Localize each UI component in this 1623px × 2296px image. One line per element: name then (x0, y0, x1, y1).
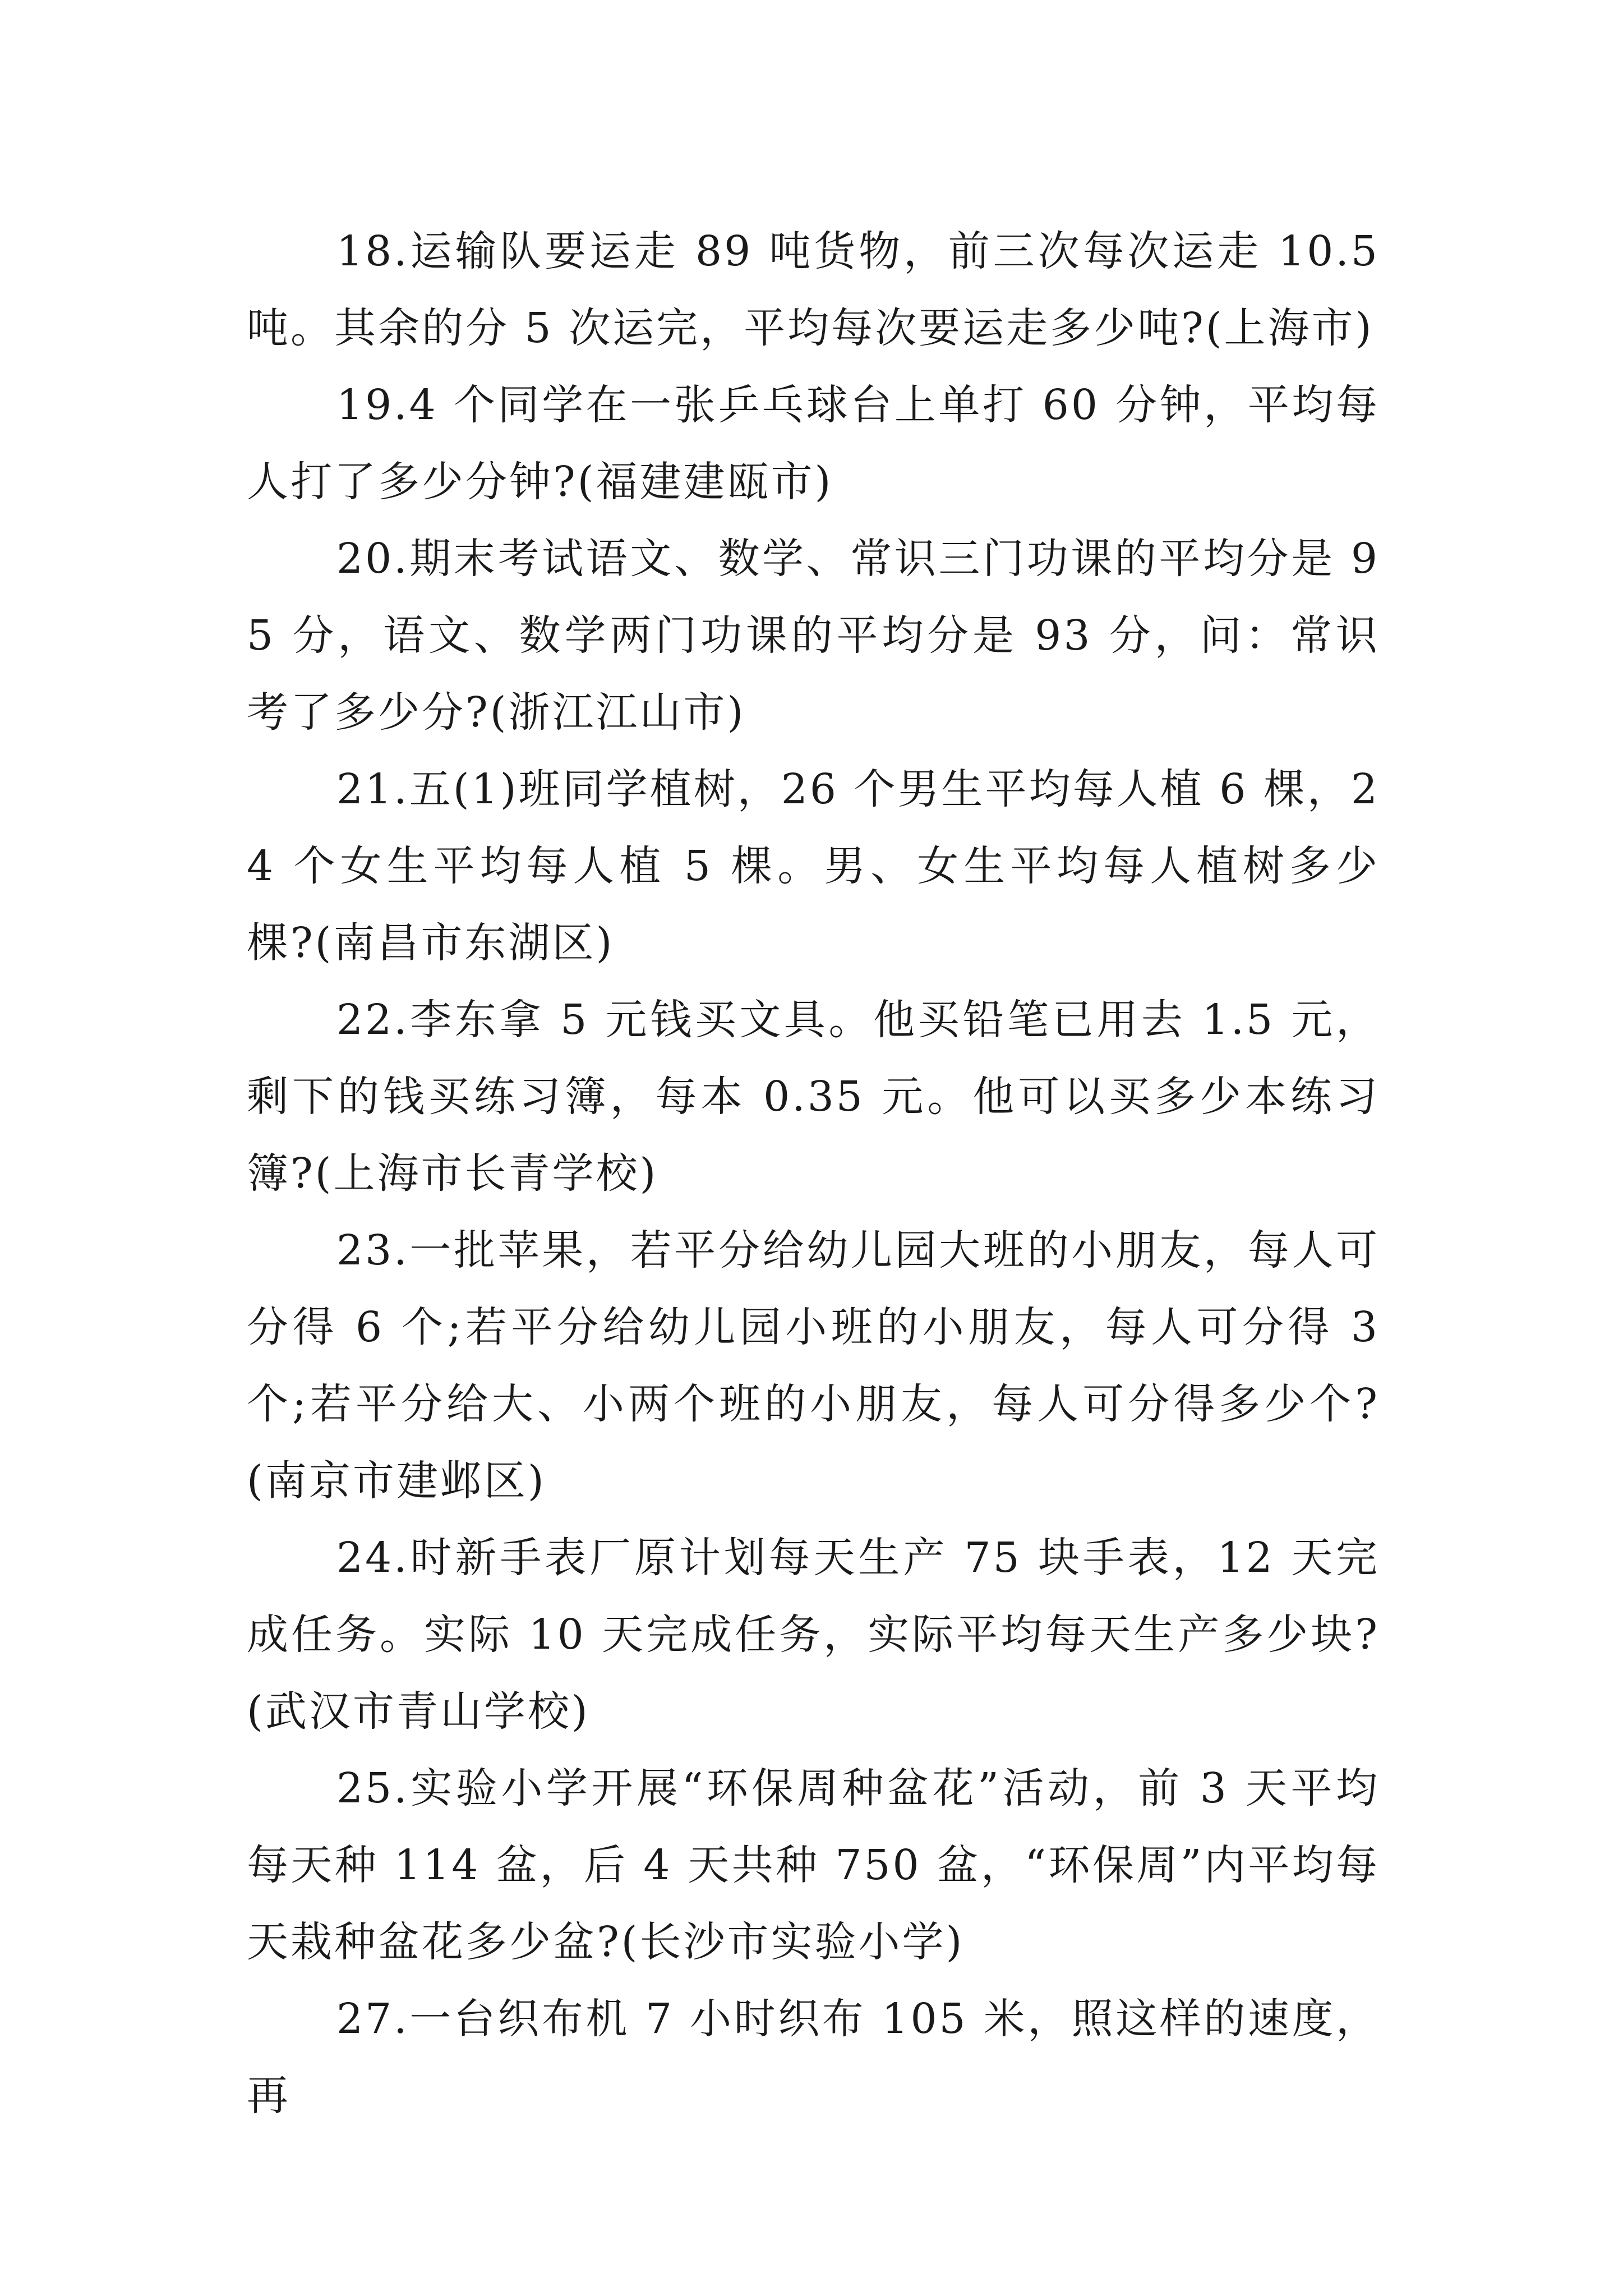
problem-19: 19.4 个同学在一张乒乓球台上单打 60 分钟，平均每人打了多少分钟?(福建建瓯市) (247, 381, 1380, 506)
problem-18: 18.运输队要运走 89 吨货物，前三次每次运走 10.5 吨。其余的分 5 次运完，平均每次要运走多少吨?(上海市) (247, 227, 1380, 352)
problem-24: 24.时新手表厂原计划每天生产 75 块手表，12 天完成任务。实际 10 天完成任务，实际平均每天生产多少块?(武汉市青山学校) (247, 1534, 1380, 1736)
problem-list (247, 213, 1380, 2134)
problem-20: 20.期末考试语文、数学、常识三门功课的平均分是 95 分，语文、数学两门功课的平均分是 93 分，问：常识考了多少分?(浙江江山市) (247, 535, 1380, 737)
problem-25: 25.实验小学开展“环保周种盆花”活动，前 3 天平均每天种 114 盆，后 4 天共种 750 盆，“环保周”内平均每天栽种盆花多少盆?(长沙市实验小学) (247, 1764, 1380, 1966)
problem-22: 22.李东拿 5 元钱买文具。他买铅笔已用去 1.5 元，剩下的钱买练习簿，每本 0.35 元。他可以买多少本练习簿?(上海市长青学校) (247, 996, 1380, 1198)
problem-21: 21.五(1)班同学植树，26 个男生平均每人植 6 棵，24 个女生平均每人植 5 棵。男、女生平均每人植树多少棵?(南昌市东湖区) (247, 765, 1380, 967)
problem-27: 27.一台织布机 7 小时织布 105 米，照这样的速度，再 (247, 1995, 1380, 2120)
problem-23: 23.一批苹果，若平分给幼儿园大班的小朋友，每人可分得 6 个;若平分给幼儿园小班的小朋友，每人可分得 3 个;若平分给大、小两个班的小朋友，每人可分得多少个?(南京市建邺区) (247, 1226, 1380, 1505)
